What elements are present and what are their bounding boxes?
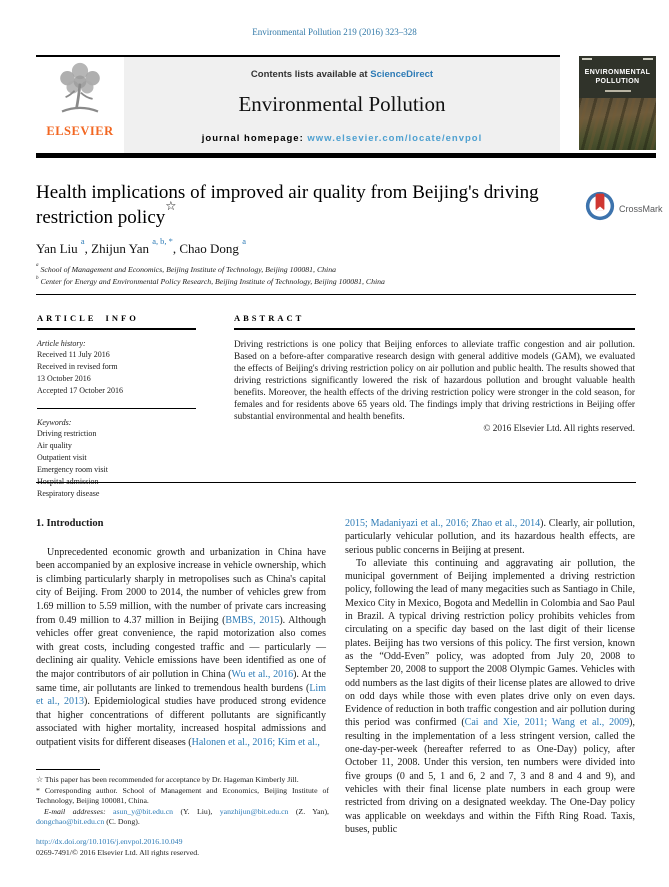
abstract-heading-rule (234, 328, 635, 330)
text-segment: (Y. Liu), (173, 806, 220, 816)
text-segment: School of Management and Economics, Beijing Institute of Technology, Beijing 100081, China (38, 265, 337, 274)
article-info-heading-rule (37, 328, 196, 330)
text-segment: b (36, 274, 39, 281)
keywords-divider-rule (37, 408, 196, 409)
text-segment: E-mail addresses: (44, 806, 114, 816)
inline-link[interactable]: a, b, * (152, 235, 173, 246)
masthead-rule (36, 153, 656, 158)
abstract-section (234, 313, 635, 434)
text-segment: a (36, 262, 39, 269)
intro-paragraph-left (36, 546, 326, 750)
cover-artwork (579, 98, 656, 150)
abstract-heading: ABSTRACT (234, 313, 305, 323)
abstract-text: Driving restrictions is one policy that Beijing enforces to alleviate traffic congestion and air pollution. Based on a before-after comparative research design with general additive models (GAM), we evaluated the effects of Beijing's driving restriction policy on air pollution and public health. The results showed that driving restrictions significantly lowered the risk of hazardous pollution and brought valuable health benefits. Moreover, the health effects of the driving restriction policy were stronger in the cold season, for females and for residents above 65 years old. The findings imply that driving restrictions in Beijing offer substantial environmental and health benefits. (234, 340, 635, 422)
text-segment: ). Clearly, air pollution, particularly vehicular pollution, and its hazardous health effects, are serious public concerns in Beijing at present. (345, 518, 635, 556)
cover-subtitle-bar (605, 90, 631, 92)
text-segment: ). Epidemiological studies have produced strong evidence that higher concentrations of different pollutants are significantly associated with higher mortality, increased hospital admissions and outpatient visits for different diseases ( (36, 696, 326, 748)
contents-prefix-text: Contents lists available at (250, 69, 371, 80)
inline-link[interactable]: Wu et al., 2016 (231, 668, 294, 680)
footnote-emails (36, 807, 329, 828)
journal-homepage-line (124, 133, 560, 144)
cover-top-strip (579, 56, 656, 65)
text-segment: To alleviate this continuing and aggravating air pollution, the municipal government of Beijing implemented a driving restriction policy, following the lead of many megacities such as Santiago in Chile, Mexico City in Mexico, Bogota and Medellin in Colombia and Sao Paul in Brazil. A typical driving restriction policy prohibits vehicles from circulating on a specific day based on the last digit of their license plates. Beijing has two versions of this policy. The first version, known as the “Odd-Even” policy, was adopted from July 20, 2008 to September 20, 2008 to support the 2008 Olympic Games. Vehicles with odd numbers as the last digits of their license plates are allowed to drive on odd days while those with even plates drive only on even days. Evidence of reduction in both traffic congestion and air pollution during this period was confirmed ( (345, 557, 635, 729)
keyword-item: Emergency room visit (37, 465, 108, 474)
cover-title-line1: ENVIRONMENTAL (584, 69, 651, 76)
inline-link[interactable]: dongchao@bit.edu.cn (36, 817, 105, 827)
policy-paragraph (345, 557, 635, 836)
history-line: 13 October 2016 (37, 374, 91, 383)
footnote-divider-rule (36, 769, 100, 770)
crossmark-label: CrossMark (619, 203, 663, 214)
footnote-corresponding-author: * Corresponding author. School of Management and Economics, Beijing Institute of Technology, Beijing 100081, China. (36, 785, 329, 806)
keyword-item: Outpatient visit (37, 453, 87, 462)
header-divider-rule (36, 294, 636, 295)
footnote-acceptance: ☆ This paper has been recommended for acceptance by Dr. Hageman Kimberly Jill. (36, 775, 299, 784)
keywords-label: Keywords: (37, 418, 72, 427)
elsevier-tree-icon (53, 60, 107, 123)
keyword-item: Driving restriction (37, 429, 97, 438)
banner-center (124, 57, 560, 155)
body-right-column (345, 517, 635, 836)
journal-title: Environmental Pollution (238, 92, 446, 116)
inline-link[interactable]: a (80, 235, 85, 246)
issn-rights-line: 0269-7491/© 2016 Elsevier Ltd. All rights reserved. (36, 847, 200, 857)
sciencedirect-link[interactable]: ScienceDirect (370, 69, 434, 80)
contents-list-line (124, 69, 560, 80)
text-segment: Unprecedented economic growth and urbanization in China have been accompanied by an explosive increase in vehicle ownership, which is climbing particularly sharply in metropolises such as China's capital city of Beijing. From 2000 to 2014, the number of vehicles grew from 1.69 million to 5.59 million, with the number of private cars increasing from 0.49 million to 4.37 million in Beijing ( (36, 546, 326, 626)
running-head-citation: Environmental Pollution 219 (2016) 323–328 (252, 27, 417, 37)
inline-link[interactable]: Cai and Xie, 2011; Wang et al., 2009 (464, 717, 630, 729)
intro-paragraph-right-continuation (345, 517, 635, 557)
history-line: Accepted 17 October 2016 (37, 386, 123, 395)
keyword-item: Respiratory disease (37, 489, 100, 498)
keyword-item: Air quality (37, 441, 72, 450)
text-segment: , Chao Dong (172, 241, 243, 256)
footnotes-block (36, 769, 329, 858)
crossmark-icon (585, 191, 615, 226)
article-title (36, 180, 591, 230)
text-segment: ). At the same time, air pollutants are linked to tremendous health burdens ( (36, 668, 326, 694)
cover-title (579, 69, 656, 87)
history-line: Received 11 July 2016 (37, 350, 110, 359)
inline-link[interactable]: 2015; Madaniyazi et al., 2016; Zhao et al., 2014 (345, 518, 541, 529)
crossmark-badge[interactable] (585, 191, 663, 226)
text-segment: ). Although vehicles offer great convenience, the rapid motorization also comes with great costs, including congested traffic and — particularly — declining air quality. Vehicle emissions have been identified as one of the major contributors of air pollution in China ( (36, 614, 326, 680)
abstract-bottom-rule (36, 482, 636, 483)
elsevier-logo-panel (36, 57, 124, 155)
affiliation-a (36, 264, 385, 276)
authors-line (36, 235, 246, 257)
text-segment: Yan Liu (36, 241, 81, 256)
body-left-column (36, 517, 326, 750)
history-line: Received in revised form (37, 362, 118, 371)
section-1-heading: 1. Introduction (36, 518, 104, 529)
inline-link[interactable]: Lim et al., 2013 (36, 682, 326, 708)
affiliations (36, 264, 385, 289)
elsevier-wordmark: ELSEVIER (46, 124, 114, 138)
text-segment: (Z. Yan), (288, 806, 329, 816)
journal-homepage-link[interactable]: www.elsevier.com/locate/envpol (307, 133, 483, 144)
homepage-label: journal homepage: (201, 133, 308, 144)
text-segment: Health implications of improved air quality from Beijing's driving restriction policy (36, 182, 539, 229)
article-history-label: Article history: (37, 339, 86, 348)
inline-link[interactable]: yanzhijun@bit.edu.cn (219, 806, 289, 816)
text-segment: ), resulting in the implementation of a less stringent version, called the one-day-per-week (hereafter referred to as One-Day) policy, after October 11, 2008. Under this version, ten numbers were divided into five groups (0 and 5, 1 and 6, 2 and 7, 3 and 8 and 4 and 9), and vehicles with their final license plate numbers in each group were restricted from driving on a designated weekday. The One-Day policy was applicable on weekdays and within the Fifth Ring Road. Taxis, buses, public (345, 717, 635, 835)
text-segment: Center for Energy and Environmental Policy Research, Beijing Institute of Technology, Beijing 100081, China (38, 277, 385, 287)
article-info-heading: ARTICLE INFO (37, 313, 139, 323)
doi-link[interactable]: http://dx.doi.org/10.1016/j.envpol.2016.10.049 (36, 836, 183, 846)
inline-link[interactable]: BMBS, 2015 (225, 614, 280, 626)
journal-cover-thumbnail[interactable] (579, 56, 656, 150)
abstract-copyright: © 2016 Elsevier Ltd. All rights reserved. (483, 424, 635, 434)
inline-link[interactable]: asun_y@bit.edu.cn (113, 806, 174, 816)
text-segment: , Zhijun Yan (84, 241, 153, 256)
inline-link[interactable]: a (242, 235, 246, 246)
cover-title-line2: POLLUTION (595, 77, 640, 85)
affiliation-b (36, 276, 385, 288)
journal-banner (36, 55, 560, 155)
inline-link[interactable]: Halonen et al., 2016; Kim et al., (191, 736, 320, 748)
text-segment: (C. Dong). (104, 817, 140, 827)
article-info-section (37, 313, 196, 500)
text-segment: ☆ (165, 199, 177, 214)
